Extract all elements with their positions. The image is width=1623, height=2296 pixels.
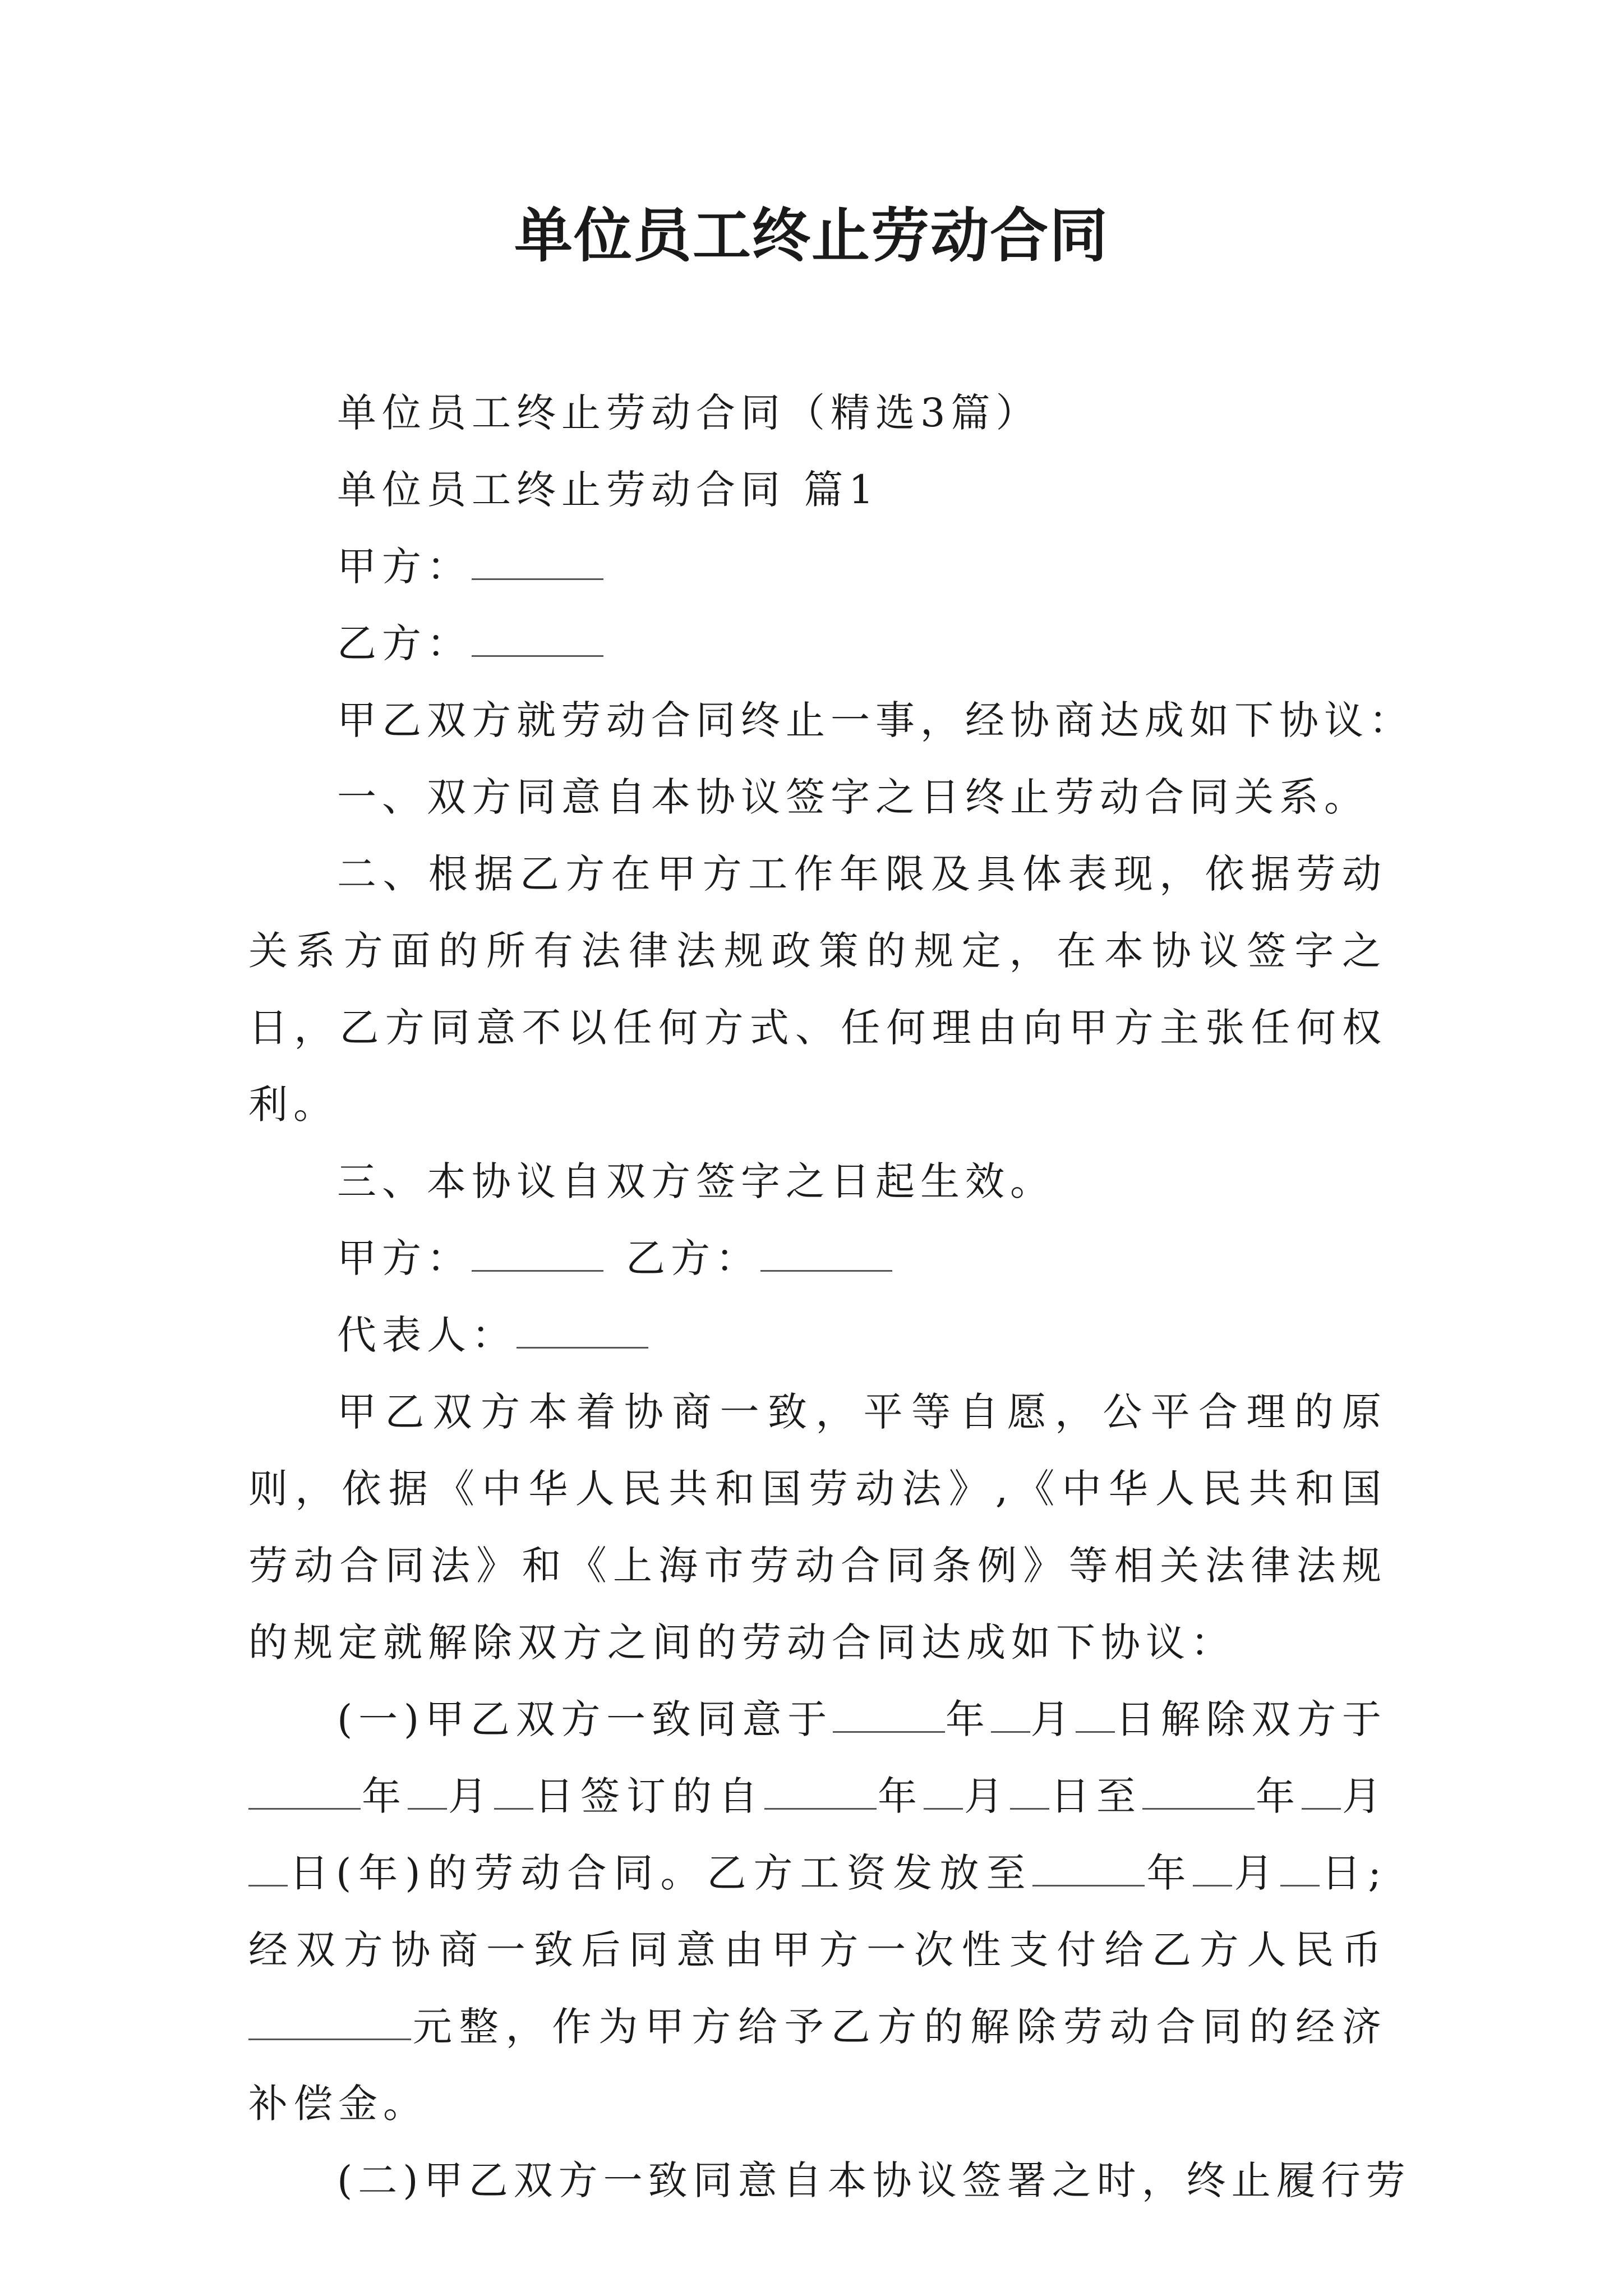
item-2-paragraph: (二)甲乙双方一致同意自本协议签署之时，终止履行劳 bbox=[337, 2157, 1411, 2203]
party-a-line bbox=[248, 528, 1387, 605]
document-body bbox=[248, 375, 1414, 2219]
party-b-label: 乙方： bbox=[337, 620, 472, 666]
signature-a-blank bbox=[472, 1236, 603, 1272]
intro-paragraph: 甲乙双方就劳动合同终止一事，经协商达成如下协议： bbox=[337, 697, 1414, 743]
party-a-label: 甲方： bbox=[337, 544, 472, 590]
party-b-blank bbox=[472, 622, 603, 657]
clause-2: 二、根据乙方在甲方工作年限及具体表现，依据劳动关系方面的所有法律法规政策的规定，在本协议签字之日，乙方同意不以任何方式、任何理由向甲方主张任何权利。 bbox=[248, 851, 1387, 1128]
item-1-paragraph: (一)甲乙双方一致同意于 年 月 日解除双方于年 月 日签订的自 年 月 日至 年 月日(年)的劳动合同。乙方工资发放至 年 月 日;经双方协商一致后同意由甲方一次性支付给乙方人民币元整，作为甲方给予乙方的解除劳动合同的经济补偿金。 bbox=[248, 1696, 1387, 2127]
signature-b-label: 乙方： bbox=[626, 1235, 760, 1281]
clause-3: 三、本协议自双方签字之日起生效。 bbox=[337, 1158, 1055, 1204]
representative-line bbox=[248, 1297, 1387, 1374]
signature-b-blank bbox=[760, 1236, 892, 1272]
representative-label: 代表人： bbox=[337, 1312, 517, 1358]
section-heading: 单位员工终止劳动合同 篇1 bbox=[337, 467, 879, 513]
signature-line bbox=[248, 1220, 1387, 1297]
document-title: 单位员工终止劳动合同 bbox=[514, 201, 1109, 270]
signature-a-label: 甲方： bbox=[337, 1235, 472, 1281]
party-a-blank bbox=[472, 545, 603, 580]
clause-1: 一、双方同意自本协议签字之日终止劳动合同关系。 bbox=[337, 774, 1369, 820]
representative-blank bbox=[517, 1313, 648, 1349]
subtitle: 单位员工终止劳动合同（精选3篇） bbox=[337, 390, 1041, 436]
party-b-line bbox=[248, 605, 1387, 682]
preamble-paragraph: 甲乙双方本着协商一致，平等自愿，公平合理的原则，依据《中华人民共和国劳动法》,《中华人民共和国劳动合同法》和《上海市劳动合同条例》等相关法律法规的规定就解除双方之间的劳动合同达成如下协议： bbox=[248, 1389, 1387, 1665]
